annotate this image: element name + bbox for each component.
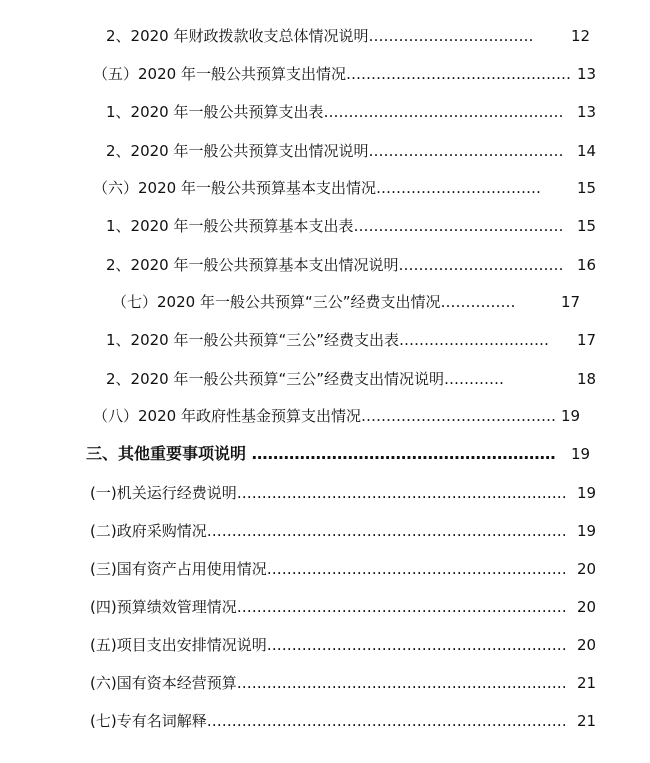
- toc-entry-title: (三)国有资产占用使用情况……………………………………………………: [90, 560, 567, 578]
- toc-entry-3-7[interactable]: [0, 709, 650, 733]
- toc-page-number: 12: [571, 27, 591, 45]
- toc-entry-title: (二)政府采购情况………………………………………………………………: [90, 522, 567, 540]
- toc-entry-title: 2、2020 年一般公共预算基本支出情况说明……………………………: [106, 256, 564, 274]
- toc-page-number: 19: [561, 407, 581, 425]
- toc-entry-section-5[interactable]: [0, 62, 650, 86]
- toc-entry-3-1[interactable]: [0, 481, 650, 505]
- toc-entry-title: 1、2020 年一般公共预算基本支出表……………………………………: [106, 217, 564, 235]
- toc-heading-part-3[interactable]: [0, 442, 650, 466]
- toc-entry-3-5[interactable]: [0, 633, 650, 657]
- toc-entry-3-3[interactable]: [0, 557, 650, 581]
- toc-entry-title: 1、2020 年一般公共预算“三公”经费支出表…………………………: [106, 331, 550, 349]
- toc-page-number: 17: [577, 331, 597, 349]
- toc-entry-7-2[interactable]: [0, 367, 650, 391]
- toc-page-number: 18: [577, 370, 597, 388]
- toc-entry-title: (七)专有名词解释………………………………………………………………: [90, 712, 567, 730]
- toc-entry-section-7[interactable]: [0, 290, 650, 314]
- toc-entry-title: （七）2020 年一般公共预算“三公”经费支出情况……………: [112, 293, 516, 311]
- toc-entry-title: 三、其他重要事项说明 …………………………………………………: [86, 444, 556, 463]
- toc-entry-title: (六)国有资本经营预算…………………………………………………………: [90, 674, 567, 692]
- toc-entry-5-2[interactable]: [0, 139, 650, 163]
- toc-page-number: 19: [571, 445, 591, 463]
- toc-entry-title: (五)项目支出安排情况说明……………………………………………………: [90, 636, 567, 654]
- toc-page-number: 15: [577, 217, 597, 235]
- toc-entry-3-6[interactable]: [0, 671, 650, 695]
- toc-page-number: 20: [577, 636, 597, 654]
- toc-entry-6-2[interactable]: [0, 253, 650, 277]
- toc-page-number: 13: [577, 103, 597, 121]
- toc-entry-title: 2、2020 年财政拨款收支总体情况说明……………………………: [106, 27, 534, 45]
- toc-entry-2-1[interactable]: [0, 24, 650, 48]
- toc-entry-title: 2、2020 年一般公共预算“三公”经费支出情况说明…………: [106, 370, 505, 388]
- toc-entry-title: 2、2020 年一般公共预算支出情况说明…………………………………: [106, 142, 564, 160]
- toc-page-number: 16: [577, 256, 597, 274]
- toc-entry-section-8[interactable]: [0, 404, 650, 428]
- toc-entry-title: （六）2020 年一般公共预算基本支出情况……………………………: [93, 179, 541, 197]
- toc-entry-section-6[interactable]: [0, 176, 650, 200]
- toc-entry-title: （八）2020 年政府性基金预算支出情况…………………………………: [93, 407, 556, 425]
- toc-entry-7-1[interactable]: [0, 328, 650, 352]
- toc-page-number: 19: [577, 522, 597, 540]
- toc-page-number: 21: [577, 674, 597, 692]
- toc-page-number: 17: [561, 293, 581, 311]
- toc-entry-title: (四)预算绩效管理情况…………………………………………………………: [90, 598, 567, 616]
- toc-entry-title: 1、2020 年一般公共预算支出表…………………………………………: [106, 103, 564, 121]
- toc-page-number: 21: [577, 712, 597, 730]
- toc-page-number: 14: [577, 142, 597, 160]
- toc-entry-6-1[interactable]: [0, 214, 650, 238]
- toc-page-number: 20: [577, 560, 597, 578]
- toc-page-number: 19: [577, 484, 597, 502]
- toc-page-number: 20: [577, 598, 597, 616]
- toc-page-number: 13: [577, 65, 597, 83]
- toc-page-number: 15: [577, 179, 597, 197]
- toc-entry-title: (一)机关运行经费说明…………………………………………………………: [90, 484, 567, 502]
- toc-entry-title: （五）2020 年一般公共预算支出情况………………………………………: [93, 65, 571, 83]
- toc-entry-5-1[interactable]: [0, 100, 650, 124]
- toc-entry-3-2[interactable]: [0, 519, 650, 543]
- toc-entry-3-4[interactable]: [0, 595, 650, 619]
